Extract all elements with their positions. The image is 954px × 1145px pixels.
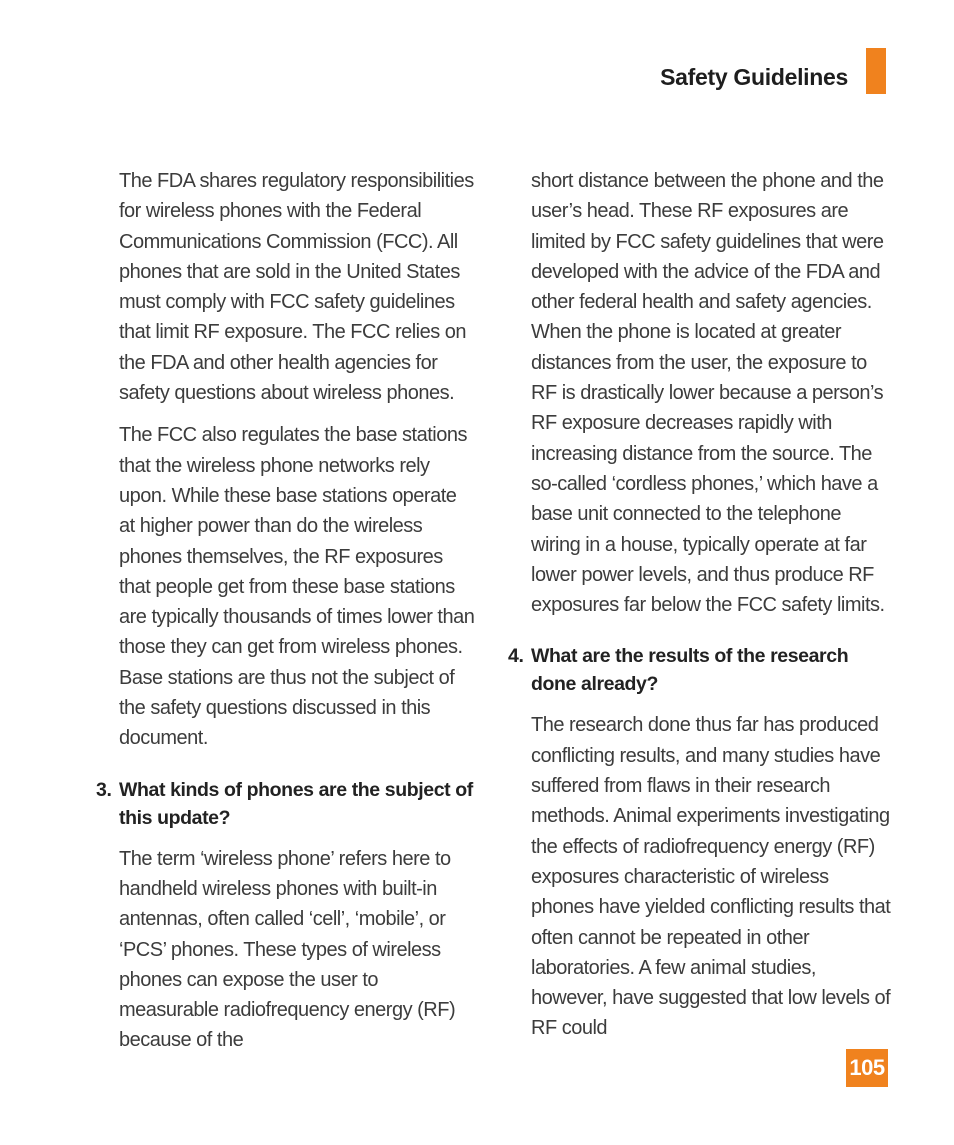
header-accent-bar [866,48,886,94]
paragraph: The research done thus far has produced conflicting results, and many studies have suffered from flaws in their research methods. Animal experiments investigating the effects of radiofrequency energy (RF) exposures characteristic of wireless phones have yielded conflicting results that often cannot be repeated in other laboratories. A few animal studies, however, have suggested that low levels of RF could [531,714,891,1040]
question-number: 4. [508,645,524,668]
question-text: What kinds of phones are the subject of this update? [119,778,473,829]
paragraph: The FDA shares regulatory responsibilities for wireless phones with the Federal Communications Commission (FCC). All phones that are sold in the United States must comply with FCC safety guidelines that limit RF exposure. The FCC relies on the FDA and other health agencies for safety questions about wireless phones. [119,170,474,405]
page-number: 105 [846,1049,888,1087]
right-column [508,166,892,1056]
section-title: Safety Guidelines [660,64,848,90]
question-heading [96,776,476,832]
paragraph: The term ‘wireless phone’ refers here to handheld wireless phones with built-in antennas, often called ‘cell’, ‘mobile’, or ‘PCS’ phones. These types of wireless phones can expose the user to measurable radiofrequency energy (RF) because of the [119,847,456,1052]
left-column [96,166,476,1068]
paragraph: short distance between the phone and the user’s head. These RF exposures are limited by FCC safety guidelines that were developed with the advice of the FDA and other federal health and safety agencies. When the phone is located at greater distances from the user, the exposure to RF is drastically lower because a person’s RF exposure decreases rapidly with increasing distance from the source. The so-called ‘cordless phones,’ which have a base unit connected to the telephone wiring in a house, typically operate at far lower power levels, and thus produce RF exposures far below the FCC safety limits. [531,170,885,617]
paragraph: The FCC also regulates the base stations that the wireless phone networks rely upon. While these base stations operate at higher power than do the wireless phones themselves, the RF exposures that people get from these base stations are typically thousands of times lower than those they can get from wireless phones. Base stations are thus not the subject of the safety questions discussed in this document. [119,424,475,750]
question-number: 3. [96,778,112,801]
question-text: What are the results of the research done already? [531,645,849,696]
question-heading [508,642,892,698]
